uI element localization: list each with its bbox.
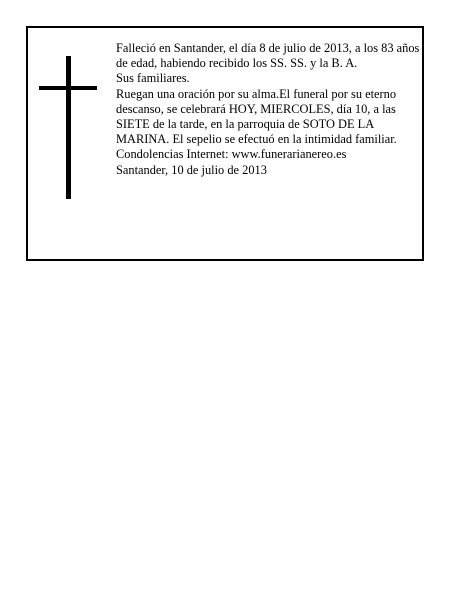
condolences-website: Condolencias Internet: www.funerarianereo.es: [116, 147, 347, 162]
notice-text: [116, 41, 420, 178]
cross-horizontal-bar: [39, 86, 97, 90]
funeral-details: Ruegan una oración por su alma.El funeral por su eterno descanso, se celebrará HOY, MIERCOLES, día 10, a las SIETE de la tarde, en la parroquia de SOTO DE LA MARINA. El sepelio se efectuó en la intimidad familiar.: [116, 86, 397, 147]
place-and-date: Santander, 10 de julio de 2013: [116, 162, 267, 177]
family-signature: Sus familiares.: [116, 71, 190, 86]
death-announcement: Falleció en Santander, el día 8 de julio de 2013, a los 83 años de edad, habiendo recibido los SS. SS. y la B. A.: [116, 41, 420, 71]
cross-vertical-bar: [66, 56, 71, 199]
obituary-notice: [26, 26, 424, 261]
